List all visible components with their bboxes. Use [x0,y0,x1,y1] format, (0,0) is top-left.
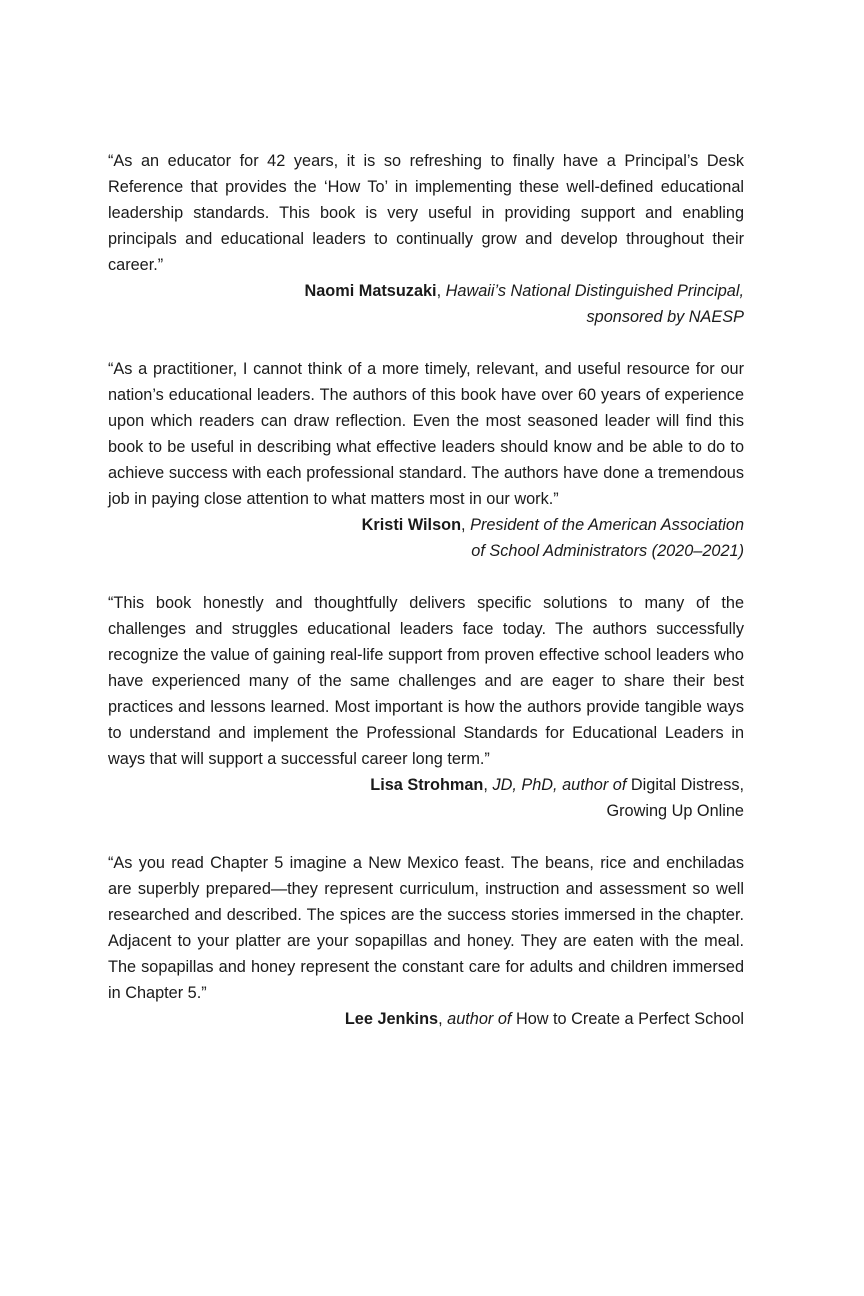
endorser-role: author of [447,1010,516,1028]
endorsement-lisa-strohman [108,590,744,824]
endorser-name: Naomi Matsuzaki [304,282,437,300]
endorser-role: JD, PhD, author of [492,776,631,794]
book-title-continued: Growing Up Online [606,802,744,820]
endorsement-attribution [108,512,744,564]
endorsement-quote: “As a practitioner, I cannot think of a more timely, relevant, and useful resource for our nation’s educational leaders. The authors of this book have over 60 years of experience upon which readers can draw reflection. Even the most seasoned leader will find this book to be useful in describing what effective leaders should know and be able to do to achieve success with each professional standard. The authors have done a tremendous job in paying close attention to what matters most in our work.” [108,360,744,508]
endorser-name: Lee Jenkins [344,1010,439,1028]
endorser-name: Kristi Wilson [361,516,462,534]
book-title: How to Create a Perfect School [515,1010,744,1028]
endorser-role-continued: sponsored by NAESP [586,308,744,326]
endorsement-kristi-wilson [108,356,744,564]
endorsement-naomi-matsuzaki [108,148,744,330]
endorser-role: Hawaii’s National Distinguished Principal, [445,282,744,300]
endorsement-attribution [108,772,744,824]
endorser-name: Lisa Strohman [370,776,484,794]
attribution-separator: , [438,1010,448,1028]
endorsements-page [108,148,744,1032]
attribution-separator: , [461,516,471,534]
endorsement-attribution [108,1006,744,1032]
endorsement-quote: “As an educator for 42 years, it is so refreshing to finally have a Principal’s Desk Reference that provides the ‘How To’ in implementing these well-defined educational leadership standards. This book is very useful in providing support and enabling principals and educational leaders to continually grow and develop throughout their career.” [108,152,744,274]
attribution-separator: , [436,282,446,300]
endorsement-quote: “This book honestly and thoughtfully delivers specific solutions to many of the challenges and struggles educational leaders face today. The authors successfully recognize the value of gaining real-life support from proven effective school leaders who have experienced many of the same challenges and are eager to share their best practices and lessons learned. Most important is how the authors provide tangible ways to understand and implement the Professional Standards for Educational Leaders in ways that will support a successful career long term.” [108,594,744,768]
book-title: Digital Distress, [630,776,744,794]
attribution-separator: , [483,776,493,794]
endorsement-attribution [108,278,744,330]
endorsement-lee-jenkins [108,850,744,1032]
endorser-role: President of the American Association [470,516,744,534]
endorser-role-continued: of School Administrators (2020–2021) [471,542,744,560]
endorsement-quote: “As you read Chapter 5 imagine a New Mexico feast. The beans, rice and enchiladas are superbly prepared—they represent curriculum, instruction and assessment so well researched and described. The spices are the success stories immersed in the chapter. Adjacent to your platter are your sopapillas and honey. They are eaten with the meal. The sopapillas and honey represent the constant care for adults and children immersed in Chapter 5.” [108,854,744,1002]
